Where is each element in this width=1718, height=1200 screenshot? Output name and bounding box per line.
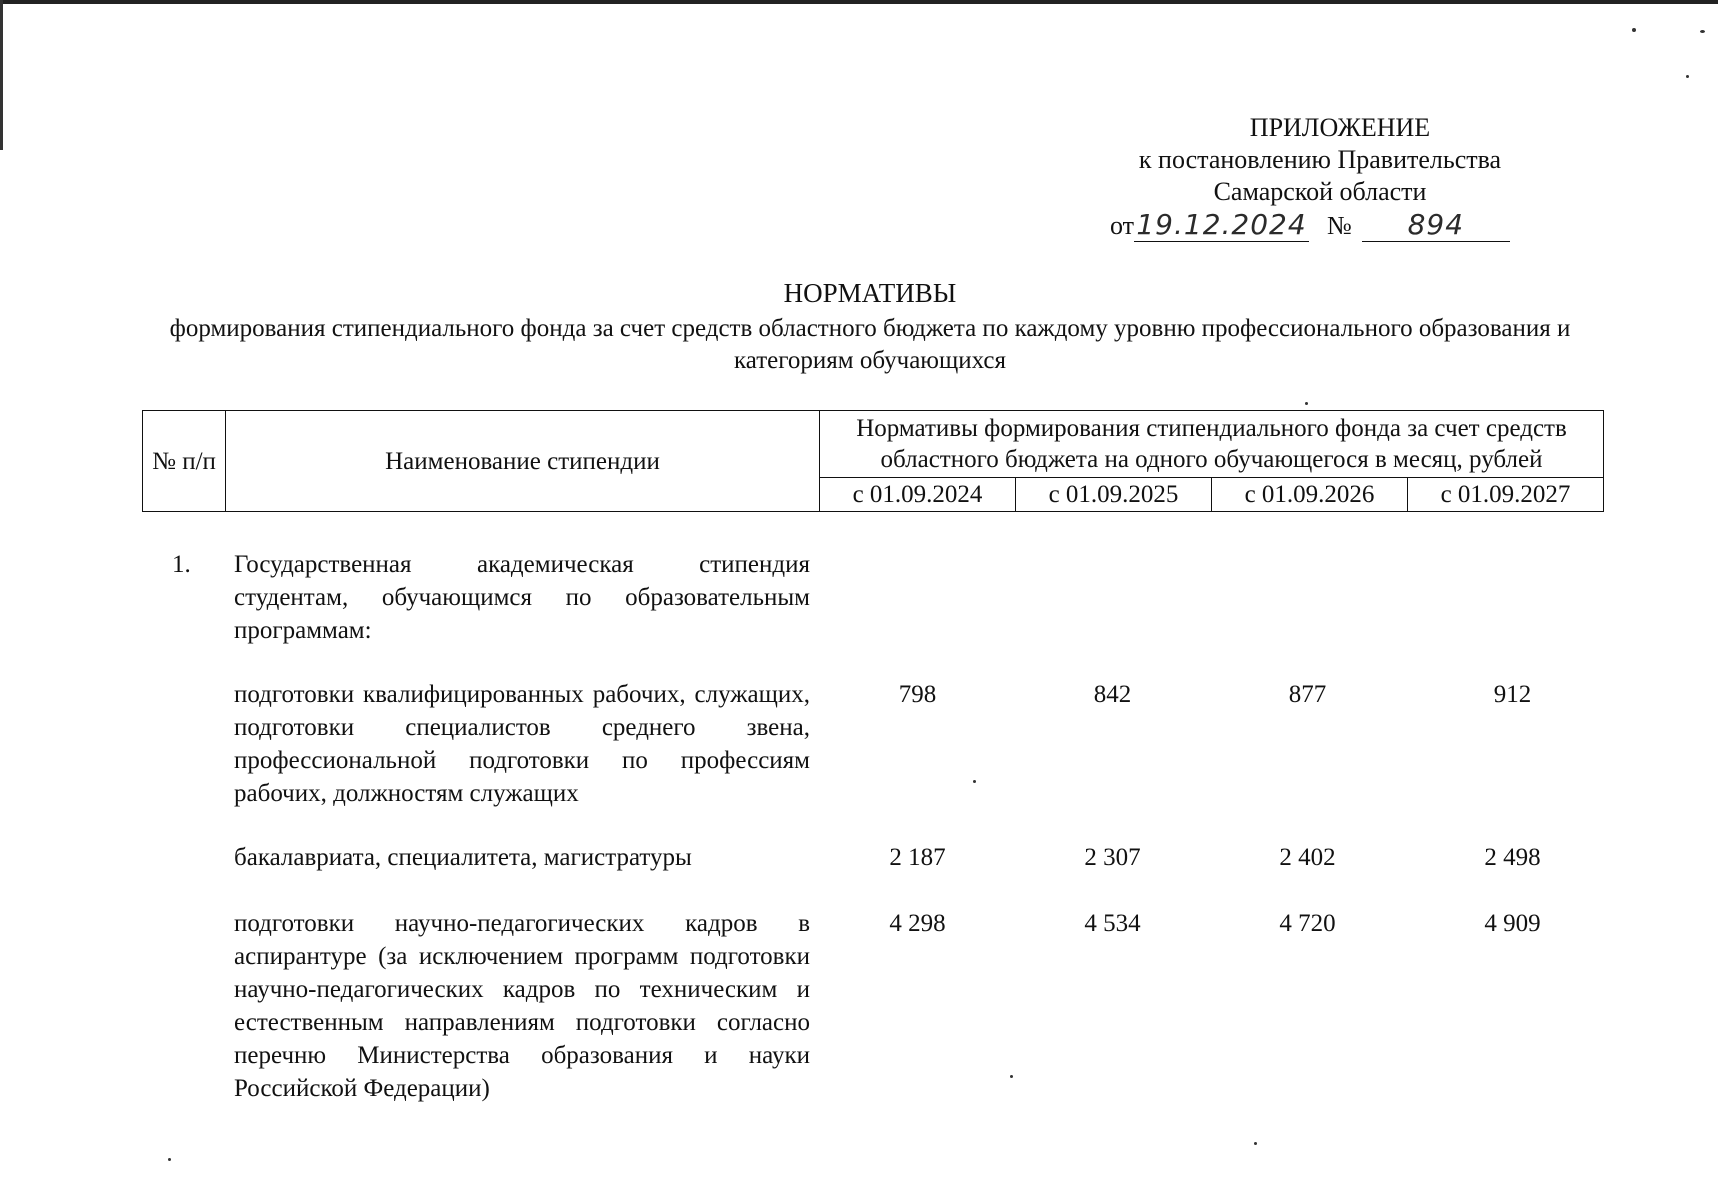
subrow-name: подготовки научно-педагогических кадров в аспирантуре (за исключением программ подготовки научно-педагогических кадров по техническим и естественным направлениям подготовки согласно перечню Министерства образования и науки Российской Федерации) [234, 910, 810, 1102]
value-cell: 2 402 [1279, 844, 1336, 871]
scan-border-top [0, 0, 1718, 4]
header-date: с 01.09.2026 [1212, 478, 1408, 512]
handwritten-number: 894 [1362, 208, 1510, 242]
scan-speck [1254, 1142, 1257, 1145]
appendix-title: ПРИЛОЖЕНИЕ [1249, 113, 1431, 142]
value-cell: 2 187 [889, 844, 946, 871]
subrow-name: подготовки квалифицированных рабочих, служащих, подготовки специалистов среднего звена, профессиональной подготовки по профессиям рабочих, должностям служащих [234, 681, 810, 807]
date-prefix: от [1110, 211, 1135, 240]
value-cell: 4 298 [889, 910, 946, 937]
value-cell: 842 [1093, 681, 1132, 708]
appendix-line2: Самарской области [1213, 177, 1427, 206]
scan-speck [1632, 28, 1636, 32]
header-date: с 01.09.2027 [1408, 478, 1604, 512]
appendix-block [1070, 112, 1570, 208]
scan-speck [1305, 402, 1308, 405]
appendix-line1: к постановлению Правительства [1138, 145, 1502, 174]
header-name: Наименование стипендии [226, 411, 820, 512]
scan-speck [1700, 30, 1705, 33]
header-date: с 01.09.2025 [1016, 478, 1212, 512]
document-subtitle: формирования стипендиального фонда за счет средств областного бюджета по каждому уровню профессионального образования и категориям обучающихся [169, 315, 1571, 374]
document-title: НОРМАТИВЫ [783, 278, 957, 308]
value-cell: 4 909 [1484, 910, 1541, 937]
number-label: № [1327, 211, 1352, 240]
scan-speck [1686, 75, 1689, 78]
value-cell: 4 534 [1084, 910, 1141, 937]
scan-speck [973, 780, 976, 783]
header-group: Нормативы формирования стипендиального фонда за счет средств областного бюджета на одного обучающегося в месяц, рублей [820, 411, 1604, 478]
header-date: с 01.09.2024 [820, 478, 1016, 512]
value-cell: 912 [1493, 681, 1532, 708]
subrow-name: бакалавриата, специалитета, магистратуры [234, 844, 692, 871]
norms-table [142, 410, 1604, 512]
scan-border-left [0, 0, 3, 150]
value-cell: 4 720 [1279, 910, 1336, 937]
header-num: № п/п [143, 411, 226, 512]
value-cell: 2 498 [1484, 844, 1541, 871]
value-cell: 877 [1288, 681, 1327, 708]
row-number: 1. [172, 551, 191, 578]
value-cell: 2 307 [1084, 844, 1141, 871]
scan-speck [1010, 1075, 1013, 1078]
handwritten-date: 19.12.2024 [1134, 208, 1309, 242]
row-title: Государственная академическая стипендия студентам, обучающимся по образовательным программам: [234, 551, 810, 644]
value-cell: 798 [898, 681, 937, 708]
scan-speck [168, 1158, 171, 1161]
resolution-date-line [1110, 208, 1510, 242]
